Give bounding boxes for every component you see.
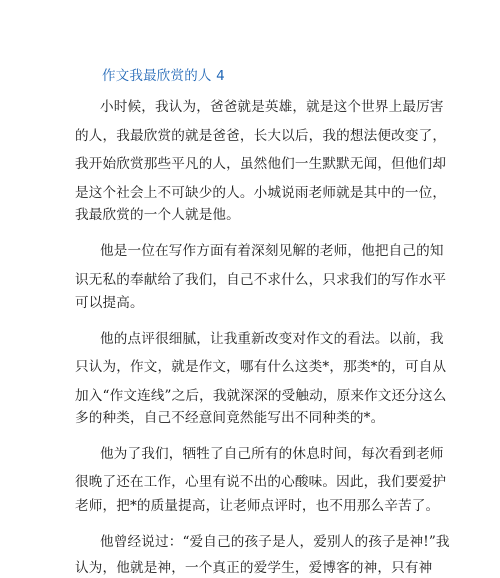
text-line: 识无私的奉献给了我们，自己不求什么，只求我们的写作水平 — [75, 272, 447, 288]
text-line: 多的种类，自己不经意间竟然能写出不同种类的*。 — [75, 410, 385, 426]
text-line: 加入“作文连线”之后，我就深深的受触动，原来作文还分这么 — [75, 388, 447, 404]
text-line: 小时候，我认为，爸爸就是英雄，就是这个世界上最厉害 — [100, 99, 444, 115]
text-line: 我最欣赏的一个人就是他。 — [75, 207, 240, 223]
text-line: 很晚了还在工作，心里有说不出的心酸味。因此，我们要爱护 — [75, 474, 447, 490]
text-line: 可以提高。 — [75, 295, 144, 311]
text-line: 他曾经说过：“爱自己的孩子是人，爱别人的孩子是神!”我 — [100, 534, 450, 550]
text-line: 只认为，作文，就是作文，哪有什么这类*，那类*的，可自从 — [75, 359, 447, 375]
text-line: 他的点评很细腻，让我重新改变对作文的看法。以前，我 — [100, 331, 444, 347]
document-title: 作文我最欣赏的人 4 — [102, 68, 225, 84]
text-line: 的人，我最欣赏的就是爸爸，长大以后，我的想法便改变了， — [75, 128, 447, 144]
text-line: 是这个社会上不可缺少的人。小城说雨老师就是其中的一位， — [75, 185, 447, 201]
text-line: 老师，把*的质量提高，让老师点评时，也不用那么辛苦了。 — [75, 498, 440, 514]
text-line: 他为了我们，牺牲了自己所有的休息时间，每次看到老师 — [100, 446, 444, 462]
text-line: 认为，他就是神，一个真正的爱学生，爱博客的神，只有神 — [75, 560, 433, 576]
text-line: 他是一位在写作方面有着深刻见解的老师，他把自己的知 — [100, 243, 444, 259]
text-line: 我开始欣赏那些平凡的人，虽然他们一生默默无闻，但他们却 — [75, 156, 447, 172]
